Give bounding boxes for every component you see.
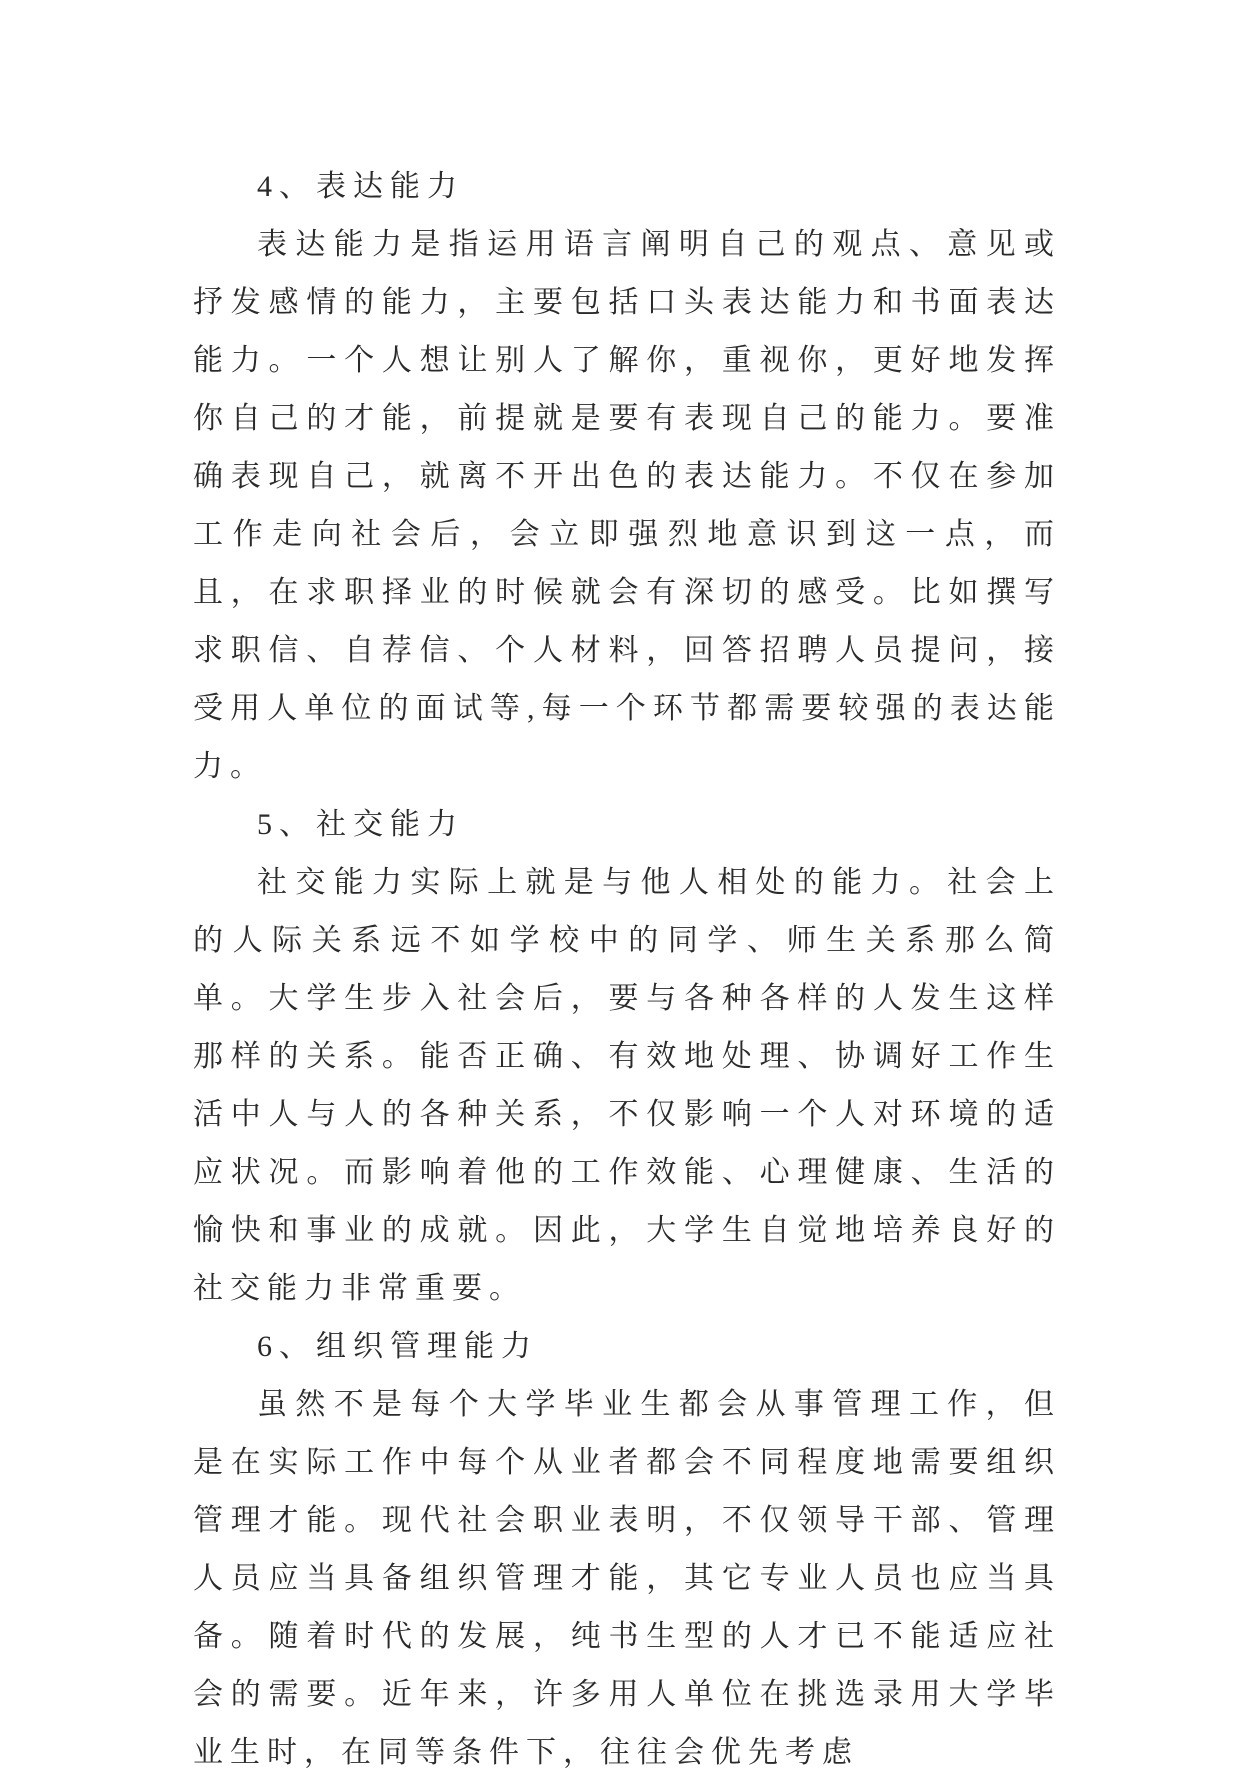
document-content <box>193 158 1061 1782</box>
section-heading-social: 5、社交能力 <box>257 808 464 841</box>
paragraph-social: 社交能力实际上就是与他人相处的能力。社会上的人际关系远不如学校中的同学、师生关系那么简单。大学生步入社会后，要与各种各样的人发生这样那样的关系。能否正确、有效地处理、协调好工作生活中人与人的各种关系，不仅影响一个人对环境的适应状况。而影响着他的工作效能、心理健康、生活的愉快和事业的成就。因此，大学生自觉地培养良好的社交能力非常重要。 <box>193 866 1061 1305</box>
paragraph-management: 虽然不是每个大学毕业生都会从事管理工作，但是在实际工作中每个从业者都会不同程度地需要组织管理才能。现代社会职业表明，不仅领导干部、管理人员应当具备组织管理才能，其它专业人员也应当具备。随着时代的发展，纯书生型的人才已不能适应社会的需要。近年来，许多用人单位在挑选录用大学毕业生时，在同等条件下，往往会优先考虑 <box>193 1388 1061 1769</box>
section-heading-management: 6、组织管理能力 <box>257 1330 538 1363</box>
paragraph-expression: 表达能力是指运用语言阐明自己的观点、意见或抒发感情的能力，主要包括口头表达能力和书面表达能力。一个人想让别人了解你，重视你，更好地发挥你自己的才能，前提就是要有表现自己的能力。要准确表现自己，就离不开出色的表达能力。不仅在参加工作走向社会后，会立即强烈地意识到这一点，而且，在求职择业的时候就会有深切的感受。比如撰写求职信、自荐信、个人材料，回答招聘人员提问，接受用人单位的面试等,每一个环节都需要较强的表达能力。 <box>193 228 1061 783</box>
section-heading-expression: 4、表达能力 <box>257 170 464 203</box>
